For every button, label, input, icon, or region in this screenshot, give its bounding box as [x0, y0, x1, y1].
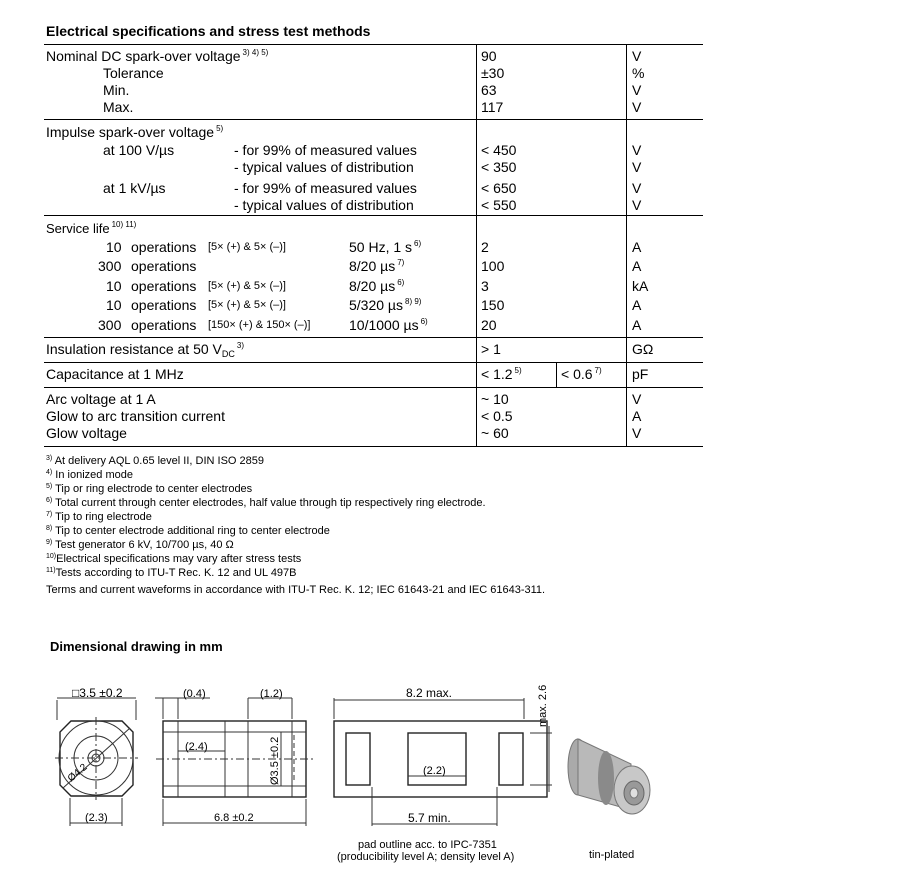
min-label: Min.	[103, 82, 130, 98]
section-title: Electrical specifications and stress test methods	[46, 23, 371, 39]
svc-unit: kA	[632, 278, 649, 294]
svc-mix: [5× (+) & 5× (–)]	[208, 299, 286, 311]
dc-spark-unit: V	[632, 48, 642, 64]
impulse-unit: V	[632, 180, 642, 196]
svc-value: 3	[481, 278, 489, 294]
svc-cond: 8/20 µs $^{6)}$	[349, 278, 405, 294]
tolerance-unit: %	[632, 65, 645, 81]
table-top-rule	[44, 44, 703, 45]
svc-cond: 5/320 µs $^{8) 9)}$	[349, 297, 422, 313]
dim-12: (1.2)	[260, 688, 283, 700]
arc-voltage-label: Arc voltage at 1 A	[46, 391, 156, 407]
svc-count: 300	[98, 317, 122, 333]
pad-note-line1: pad outline acc. to IPC-7351	[358, 839, 497, 851]
svc-unit: A	[632, 297, 642, 313]
drawing-title: Dimensional drawing in mm	[50, 639, 223, 654]
dimensional-drawing	[0, 660, 900, 882]
impulse-value: < 450	[481, 142, 517, 158]
svc-mix: [5× (+) & 5× (–)]	[208, 280, 286, 292]
capacitance-unit: pF	[632, 366, 649, 382]
footnote: $^{4)}$ In ionized mode	[46, 469, 133, 481]
glow-arc-label: Glow to arc transition current	[46, 408, 225, 424]
dim-04: (0.4)	[183, 688, 206, 700]
tin-plated-label: tin-plated	[589, 849, 635, 861]
svc-unit: A	[632, 258, 642, 274]
dim-dia-35: Ø3.5 ±0.2	[269, 736, 281, 785]
impulse-value: < 550	[481, 197, 517, 213]
terms-note: Terms and current waveforms in accordance with ITU-T Rec. K. 12; IEC 61643-21 and IEC 61643-311.	[46, 584, 546, 596]
svc-unit: A	[632, 239, 642, 255]
impulse-unit: V	[632, 197, 642, 213]
arc-voltage-unit: V	[632, 391, 642, 407]
capacitance-divider	[556, 362, 557, 387]
impulse-value: < 650	[481, 180, 517, 196]
impulse-value: < 350	[481, 159, 517, 175]
impulse-unit: V	[632, 142, 642, 158]
tolerance-value: ±30	[481, 65, 505, 81]
capacitance-value-1: < 1.2 $^{5)}$	[481, 366, 522, 382]
insulation-unit: GΩ	[632, 341, 654, 357]
svc-count: 10	[106, 239, 122, 255]
dim-square-35: □3.5 ±0.2	[72, 686, 123, 700]
unit-column-divider	[626, 44, 627, 446]
pct99-label: - for 99% of measured values	[234, 180, 417, 196]
min-value: 63	[481, 82, 497, 98]
footnote: $^{11)}$Tests according to ITU-T Rec. K. 12 and UL 497B	[46, 567, 297, 579]
footnote: $^{7)}$ Tip to ring electrode	[46, 511, 152, 523]
dim-82: 8.2 max.	[406, 686, 453, 700]
glow-arc-value: < 0.5	[481, 408, 513, 424]
svc-unit: A	[632, 317, 642, 333]
dim-22: (2.2)	[423, 765, 446, 777]
row-separator	[44, 337, 703, 338]
svc-mix: [150× (+) & 150× (–)]	[208, 319, 311, 331]
svc-value: 2	[481, 239, 489, 255]
service-life-label: Service life $^{10) 11)}$	[46, 220, 137, 236]
row-separator	[44, 362, 703, 363]
tolerance-label: Tolerance	[103, 65, 164, 81]
capacitance-label: Capacitance at 1 MHz	[46, 366, 184, 382]
impulse-100-label: at 100 V/µs	[103, 142, 175, 158]
svc-ops: operations	[131, 258, 197, 274]
impulse-1k-label: at 1 kV/µs	[103, 180, 166, 196]
insulation-value: > 1	[481, 341, 501, 357]
capacitance-value-2: < 0.6 $^{7)}$	[561, 366, 602, 382]
max-label: Max.	[103, 99, 134, 115]
svc-ops: operations	[131, 278, 197, 294]
footnote: $^{6)}$ Total current through center electrodes, half value through tip respectively ring electrode.	[46, 497, 486, 509]
row-separator	[44, 215, 703, 216]
svc-count: 10	[106, 278, 122, 294]
row-separator	[44, 387, 703, 388]
svc-count: 10	[106, 297, 122, 313]
max-unit: V	[632, 99, 642, 115]
insulation-label: Insulation resistance at 50 $V_{DC}^{3)}$	[46, 341, 245, 359]
svc-value: 150	[481, 297, 505, 313]
svc-cond: 8/20 µs $^{7)}$	[349, 258, 405, 274]
dim-24: (2.4)	[185, 741, 208, 753]
min-unit: V	[632, 82, 642, 98]
row-separator	[44, 119, 703, 120]
value-column-divider	[476, 44, 477, 446]
pad-note-line2: (producibility level A; density level A)	[337, 851, 515, 863]
svc-ops: operations	[131, 317, 197, 333]
svc-value: 100	[481, 258, 505, 274]
glow-voltage-label: Glow voltage	[46, 425, 127, 441]
footnote: $^{10)}$Electrical specifications may vary after stress tests	[46, 553, 302, 565]
typical-label: - typical values of distribution	[234, 197, 414, 213]
footnote: $^{5)}$ Tip or ring electrode to center electrodes	[46, 483, 253, 495]
dim-dia-42: Ø4.2	[65, 761, 90, 785]
footnote: $^{3)}$ At delivery AQL 0.65 level II, DIN ISO 2859	[46, 455, 264, 467]
svc-mix: [5× (+) & 5× (–)]	[208, 241, 286, 253]
arc-voltage-value: ~ 10	[481, 391, 509, 407]
footnote: $^{8)}$ Tip to center electrode additional ring to center electrode	[46, 525, 330, 537]
dc-spark-label: Nominal DC spark-over voltage $^{3) 4) 5)}$	[46, 48, 269, 64]
typical-label: - typical values of distribution	[234, 159, 414, 175]
glow-voltage-unit: V	[632, 425, 642, 441]
impulse-unit: V	[632, 159, 642, 175]
svc-ops: operations	[131, 239, 197, 255]
dim-max-26: max. 2.6	[537, 684, 549, 727]
svc-count: 300	[98, 258, 122, 274]
svc-ops: operations	[131, 297, 197, 313]
glow-arc-unit: A	[632, 408, 642, 424]
dim-23: (2.3)	[85, 812, 108, 824]
dim-68: 6.8 ±0.2	[214, 812, 254, 824]
dim-57: 5.7 min.	[408, 811, 451, 825]
pct99-label: - for 99% of measured values	[234, 142, 417, 158]
svc-cond: 50 Hz, 1 s $^{6)}$	[349, 239, 422, 255]
impulse-label: Impulse spark-over voltage $^{5)}$	[46, 124, 224, 140]
svc-cond: 10/1000 µs $^{6)}$	[349, 317, 428, 333]
table-bottom-rule	[44, 446, 703, 447]
svc-value: 20	[481, 317, 497, 333]
footnote: $^{9)}$ Test generator 6 kV, 10/700 µs, 40 Ω	[46, 539, 234, 551]
max-value: 117	[481, 99, 504, 115]
dc-spark-value: 90	[481, 48, 497, 64]
glow-voltage-value: ~ 60	[481, 425, 509, 441]
